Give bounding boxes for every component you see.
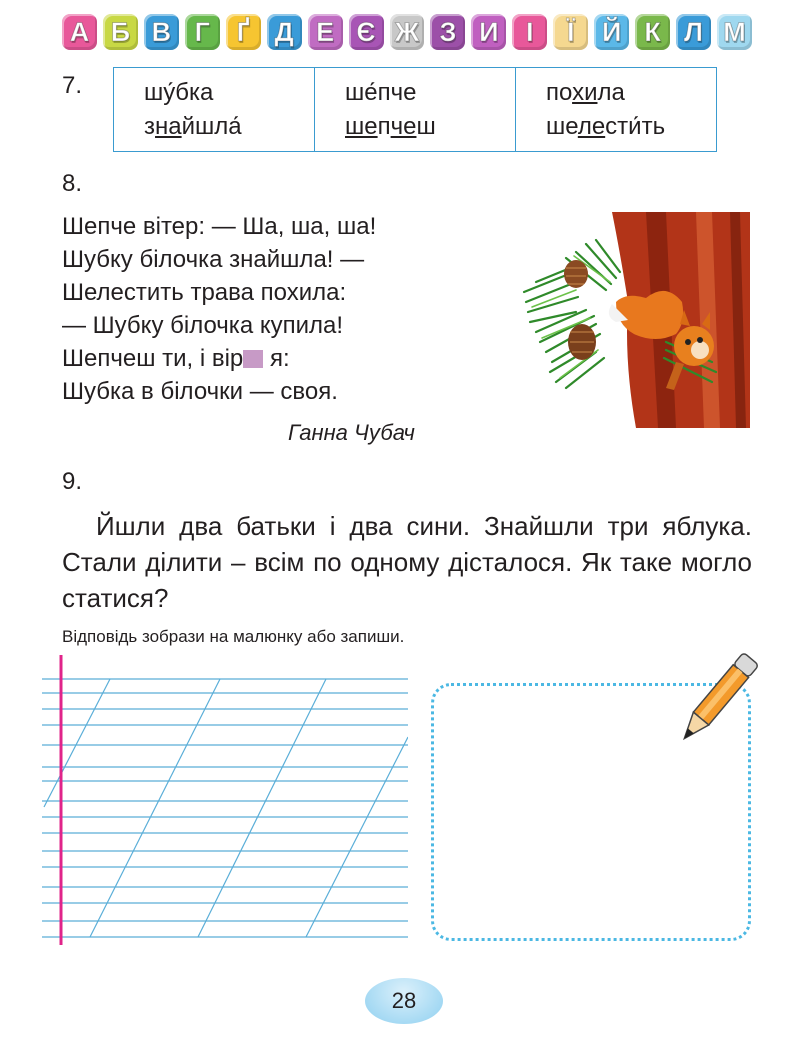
alphabet-letter: А xyxy=(62,14,97,50)
alphabet-letter: К xyxy=(635,14,670,50)
alphabet-letter: М xyxy=(717,14,752,50)
alphabet-letter: Ж xyxy=(390,14,425,50)
word: знайшла́ xyxy=(144,112,242,140)
poem-line: — Шубку білочка купила! xyxy=(62,312,344,339)
word: шу́бка xyxy=(144,78,214,106)
riddle-text: Йшли два батьки і два сини. Знайшли три яблука. Стали ділити – всім по одному дісталося. Як таке могло статися? xyxy=(62,511,752,613)
alphabet-letter: И xyxy=(471,14,506,50)
alphabet-letter: Й xyxy=(594,14,629,50)
alphabet-letter: І xyxy=(512,14,547,50)
poem-line: Шелестить трава похила: xyxy=(62,279,347,306)
exercise-8-number: 8. xyxy=(62,170,83,197)
alphabet-letter: Л xyxy=(676,14,711,50)
word: шелести́ть xyxy=(546,112,666,140)
instruction-text: Відповідь зобрази на малюнку або запиши. xyxy=(62,627,405,646)
exercise-7-number: 7. xyxy=(62,72,83,99)
squirrel-illustration xyxy=(516,212,750,428)
word: ше́пче xyxy=(345,78,417,106)
pencil-icon xyxy=(674,650,760,746)
poem-line: Шепчеш ти, і вір я: xyxy=(62,345,290,372)
missing-letter-box[interactable] xyxy=(243,350,263,368)
alphabet-letter: Б xyxy=(103,14,138,50)
word: похила xyxy=(546,78,625,106)
exercise-9-number: 9. xyxy=(62,468,83,495)
alphabet-letter: Є xyxy=(349,14,384,50)
page-number: 28 xyxy=(365,978,443,1024)
alphabet-letter: Е xyxy=(308,14,343,50)
table-cell xyxy=(315,68,516,152)
alphabet-letter: В xyxy=(144,14,179,50)
alphabet-letter: З xyxy=(430,14,465,50)
poem-line: Шубка в білочки — своя. xyxy=(62,378,338,405)
syllable-table xyxy=(113,67,717,152)
poem-line: Шепче вітер: — Ша, ша, ша! xyxy=(62,213,377,240)
poem-author: Ганна Чубач xyxy=(288,420,415,445)
table-cell xyxy=(516,68,717,152)
poem-line: Шубку білочка знайшла! — xyxy=(62,246,365,273)
alphabet-letter: Ґ xyxy=(226,14,261,50)
alphabet-strip xyxy=(62,14,752,54)
alphabet-letter: Д xyxy=(267,14,302,50)
table-cell xyxy=(114,68,315,152)
writing-lines[interactable] xyxy=(42,655,408,945)
poem xyxy=(62,210,376,408)
alphabet-letter: Ї xyxy=(553,14,588,50)
alphabet-letter: Г xyxy=(185,14,220,50)
word: шепчеш xyxy=(345,112,436,140)
